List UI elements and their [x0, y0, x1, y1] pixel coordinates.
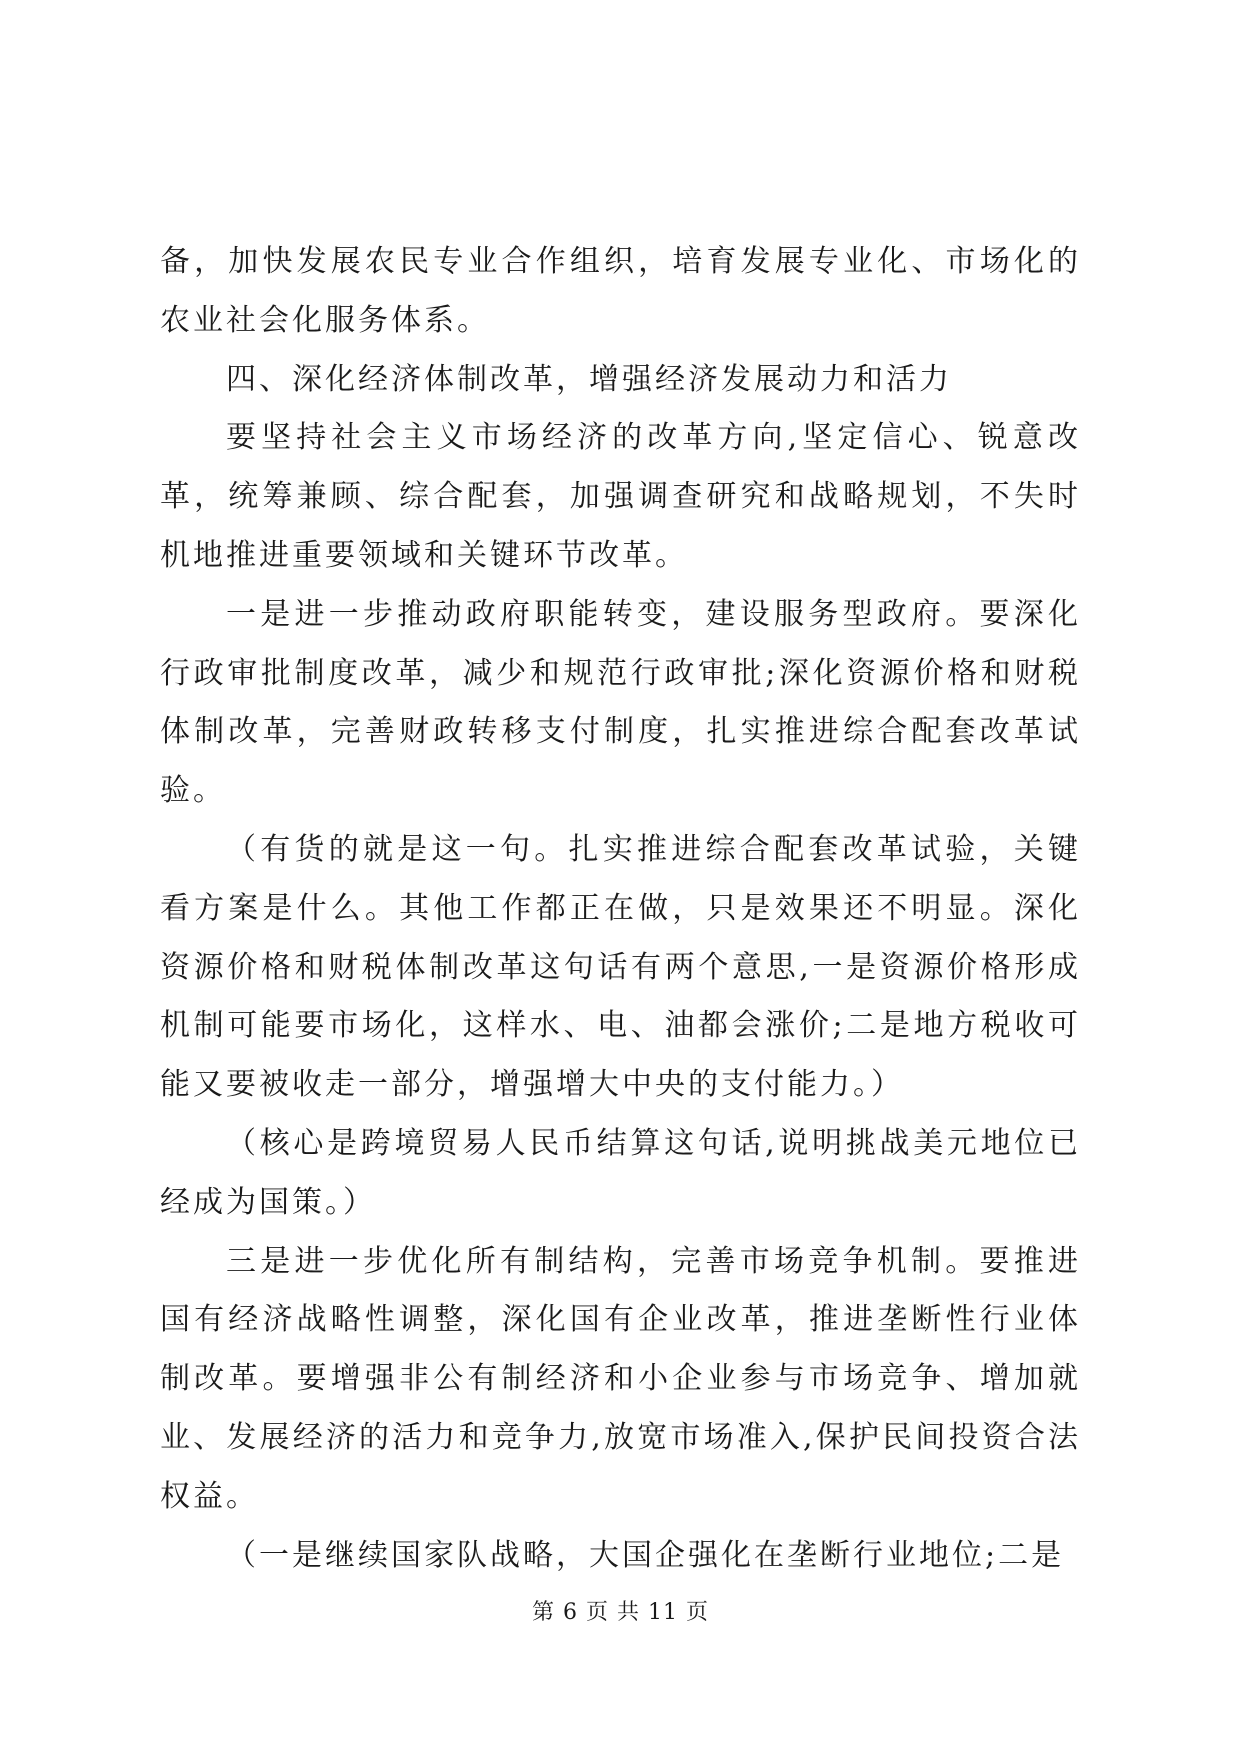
paragraph: 备，加快发展农民专业合作组织，培育发展专业化、市场化的农业社会化服务体系。	[160, 244, 1081, 338]
comment-paragraph: （一是继续国家队战略，大国企强化在垄断行业地位;二是	[226, 1537, 1065, 1573]
document-body	[160, 233, 1081, 1585]
paragraph: 一是进一步推动政府职能转变，建设服务型政府。要深化行政审批制度改革，减少和规范行政审批;深化资源价格和财税体制改革，完善财政转移支付制度，扎实推进综合配套改革试验。	[160, 596, 1081, 809]
comment-paragraph: （核心是跨境贸易人民币结算这句话,说明挑战美元地位已经成为国策。）	[160, 1125, 1081, 1220]
paragraph: 三是进一步优化所有制结构，完善市场竞争机制。要推进国有经济战略性调整，深化国有企业改革，推进垄断性行业体制改革。要增强非公有制经济和小企业参与市场竞争、增加就业、发展经济的活力和竞争力,放宽市场准入,保护民间投资合法权益。	[160, 1243, 1081, 1514]
section-heading: 四、深化经济体制改革，增强经济发展动力和活力	[226, 361, 952, 397]
paragraph: 要坚持社会主义市场经济的改革方向,坚定信心、锐意改革，统筹兼顾、综合配套，加强调查研究和战略规划，不失时机地推进重要领域和关键环节改革。	[160, 420, 1081, 573]
comment-paragraph: （有货的就是这一句。扎实推进综合配套改革试验，关键看方案是什么。其他工作都正在做，只是效果还不明显。深化资源价格和财税体制改革这句话有两个意思,一是资源价格形成机制可能要市场化，这样水、电、油都会涨价;二是地方税收可能又要被收走一部分，增强增大中央的支付能力。）	[160, 831, 1081, 1103]
page-footer: 第 6 页 共 11 页	[532, 1600, 709, 1625]
